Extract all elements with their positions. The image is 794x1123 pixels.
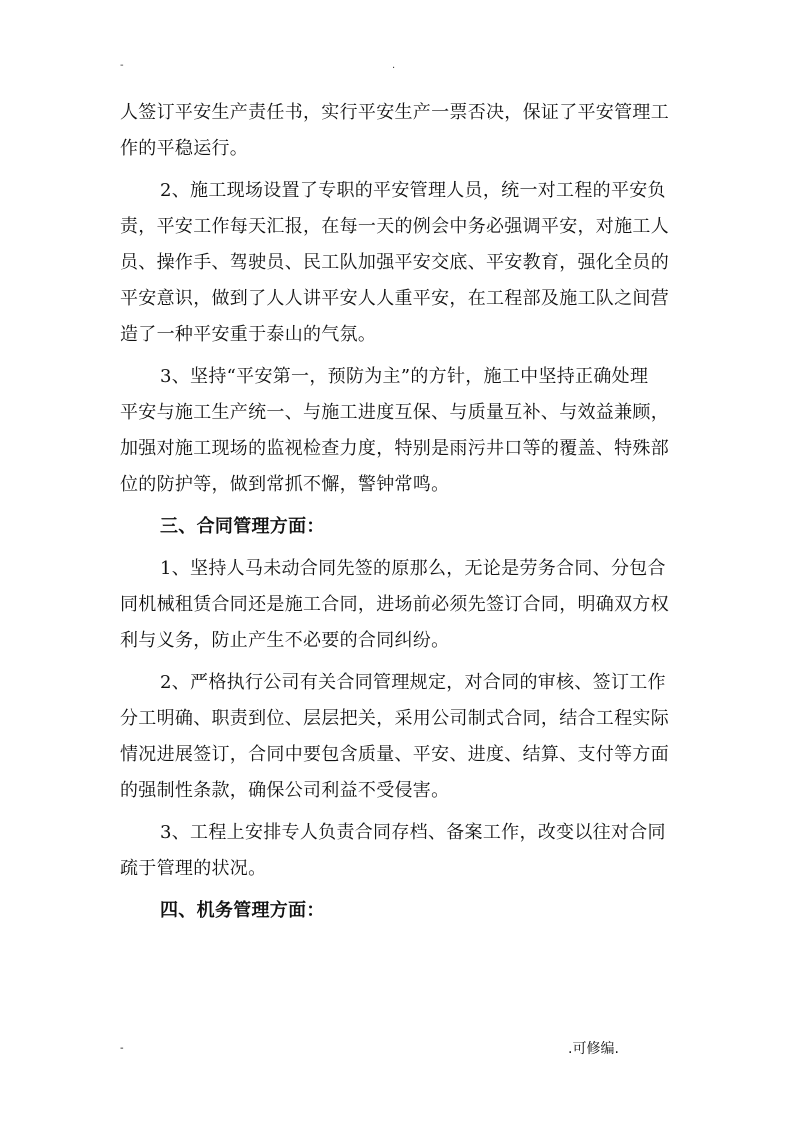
text-line: 平安意识，做到了人人讲平安人人重平安，在工程部及施工队之间营 <box>120 288 669 309</box>
text-line: 同机械租赁合同还是施工合同，进场前必须先签订合同，明确双方权 <box>120 594 669 615</box>
paragraph <box>120 815 680 887</box>
text-line: 利与义务，防止产生不必要的合同纠纷。 <box>120 630 450 651</box>
text-line: 加强对施工现场的监视检查力度，特别是雨污井口等的覆盖、特殊部 <box>120 438 669 459</box>
text-line: 的强制性条款，确保公司利益不受侵害。 <box>120 780 450 801</box>
footer-editable-note: .可修编. <box>568 1041 619 1057</box>
text-line: 责，平安工作每天汇报，在每一天的例会中务必强调平安，对施工人 <box>120 216 669 237</box>
text-line: 人签订平安生产责任书，实行平安生产一票否决，保证了平安管理工 <box>120 102 669 123</box>
header-center-mark: . <box>392 60 396 71</box>
text-line: 分工明确、职责到位、层层把关，采用公司制式合同，结合工程实际 <box>120 708 669 729</box>
document-body <box>120 95 680 929</box>
paragraph <box>120 665 680 809</box>
text-line: 情况进展签订，合同中要包含质量、平安、进度、结算、支付等方面 <box>120 744 669 765</box>
text-line: 疏于管理的状况。 <box>120 858 267 879</box>
paragraph <box>120 173 680 353</box>
text-line: 2、严格执行公司有关合同管理规定，对合同的审核、签订工作 <box>160 672 666 693</box>
text-line: 3、坚持“平安第一，预防为主”的方针，施工中坚持正确处理 <box>160 366 649 387</box>
text-line: 造了一种平安重于泰山的气氛。 <box>120 324 377 345</box>
paragraph <box>120 95 680 167</box>
text-line: 员、操作手、驾驶员、民工队加强平安交底、平安教育，强化全员的 <box>120 252 669 273</box>
paragraph <box>120 551 680 659</box>
text-line: 位的防护等，做到常抓不懈，警钟常鸣。 <box>120 474 450 495</box>
section-heading: 四、机务管理方面： <box>160 900 325 921</box>
text-line: 2、施工现场设置了专职的平安管理人员，统一对工程的平安负 <box>160 180 666 201</box>
section-heading: 三、合同管理方面： <box>160 516 325 537</box>
text-line: 作的平稳运行。 <box>120 138 249 159</box>
text-line: 3、工程上安排专人负责合同存档、备案工作，改变以往对合同 <box>160 822 666 843</box>
text-line: 1、坚持人马未动合同先签的原那么，无论是劳务合同、分包合 <box>160 558 666 579</box>
header-left-mark: - <box>120 60 124 71</box>
paragraph <box>120 359 680 503</box>
footer-left-mark: - <box>120 1043 124 1054</box>
text-line: 平安与施工生产统一、与施工进度互保、与质量互补、与效益兼顾， <box>120 402 669 423</box>
